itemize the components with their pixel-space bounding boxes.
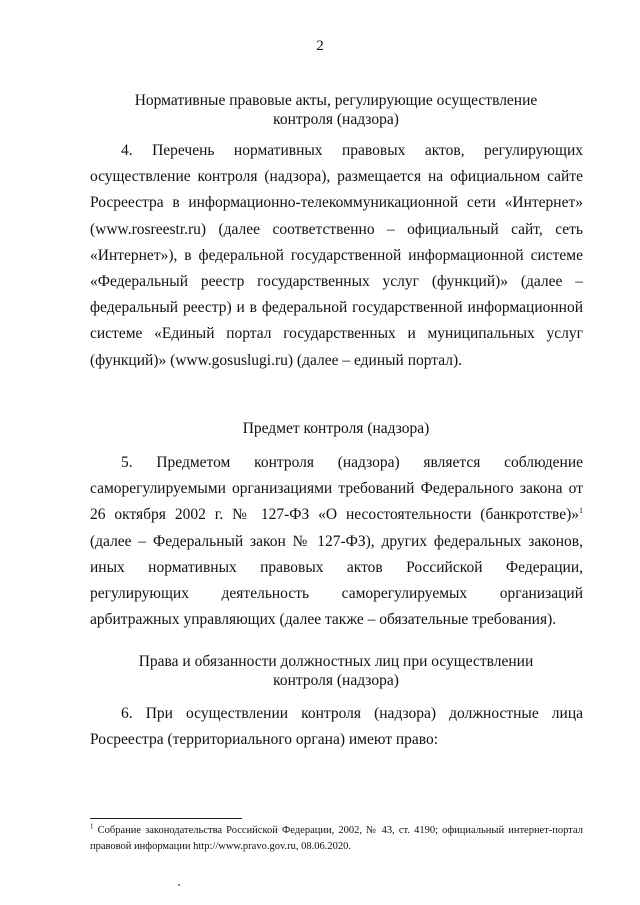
footnote-marker: 1: [90, 822, 94, 831]
footnote: [90, 823, 583, 855]
paragraph-text: 6. При осуществлении контроля (надзора) должностные лица Росреестра (территориального органа) имеют право:: [90, 705, 583, 749]
section-heading-rights: [90, 652, 582, 690]
section-heading-subject: [90, 419, 582, 438]
paragraph-5: [90, 450, 583, 633]
paragraph-text: 4. Перечень нормативных правовых актов, регулирующих осуществление контроля (надзора), размещается на официальном сайте Росреестра в информационно-телекоммуникационной сети «Интернет» (www.rosreestr.ru) (далее соответственно – официальный сайт, сеть «Интернет»), в федеральной государственной информационной системе «Федеральный реестр государственных услуг (функций)» (далее – федеральный реестр) и в федеральной государственной информационной системе «Единый портал государственных и муниципальных услуг (функций)» (www.gosuslugi.ru) (далее – единый портал).: [90, 142, 583, 369]
heading-line: контроля (надзора): [273, 672, 399, 689]
paragraph-text-part: (далее – Федеральный закон № 127-ФЗ), других федеральных законов, иных нормативных правовых актов Российской Федерации, регулирующих деятельность саморегулируемых организаций арбитражных управляющих (далее также – обязательные требования).: [90, 532, 583, 629]
heading-line: контроля (надзора): [273, 111, 399, 128]
scan-artifact: [178, 884, 180, 886]
footnote-text: Собрание законодательства Российской Федерации, 2002, № 43, ст. 4190; официальный интернет-портал правовой информации http://www.pravo.gov.ru, 08.06.2020.: [90, 825, 583, 852]
paragraph-4: [90, 138, 583, 374]
footnote-divider: [90, 818, 242, 819]
page-number: 2: [316, 38, 324, 54]
heading-line: Нормативные правовые акты, регулирующие осуществление: [134, 92, 538, 109]
paragraph-text: [90, 450, 583, 633]
section-heading-legal-acts: [90, 91, 582, 129]
footnote-reference: 1: [579, 506, 583, 516]
heading-line: Права и обязанности должностных лиц при осуществлении: [138, 653, 534, 670]
heading-line: Предмет контроля (надзора): [242, 420, 430, 437]
paragraph-text-part: 5. Предметом контроля (надзора) является соблюдение саморегулируемыми организациями требований Федерального закона от 26 октября 2002 г. № 127-ФЗ «О несостоятельности (банкротстве)»: [90, 454, 583, 524]
paragraph-6: [90, 701, 583, 753]
